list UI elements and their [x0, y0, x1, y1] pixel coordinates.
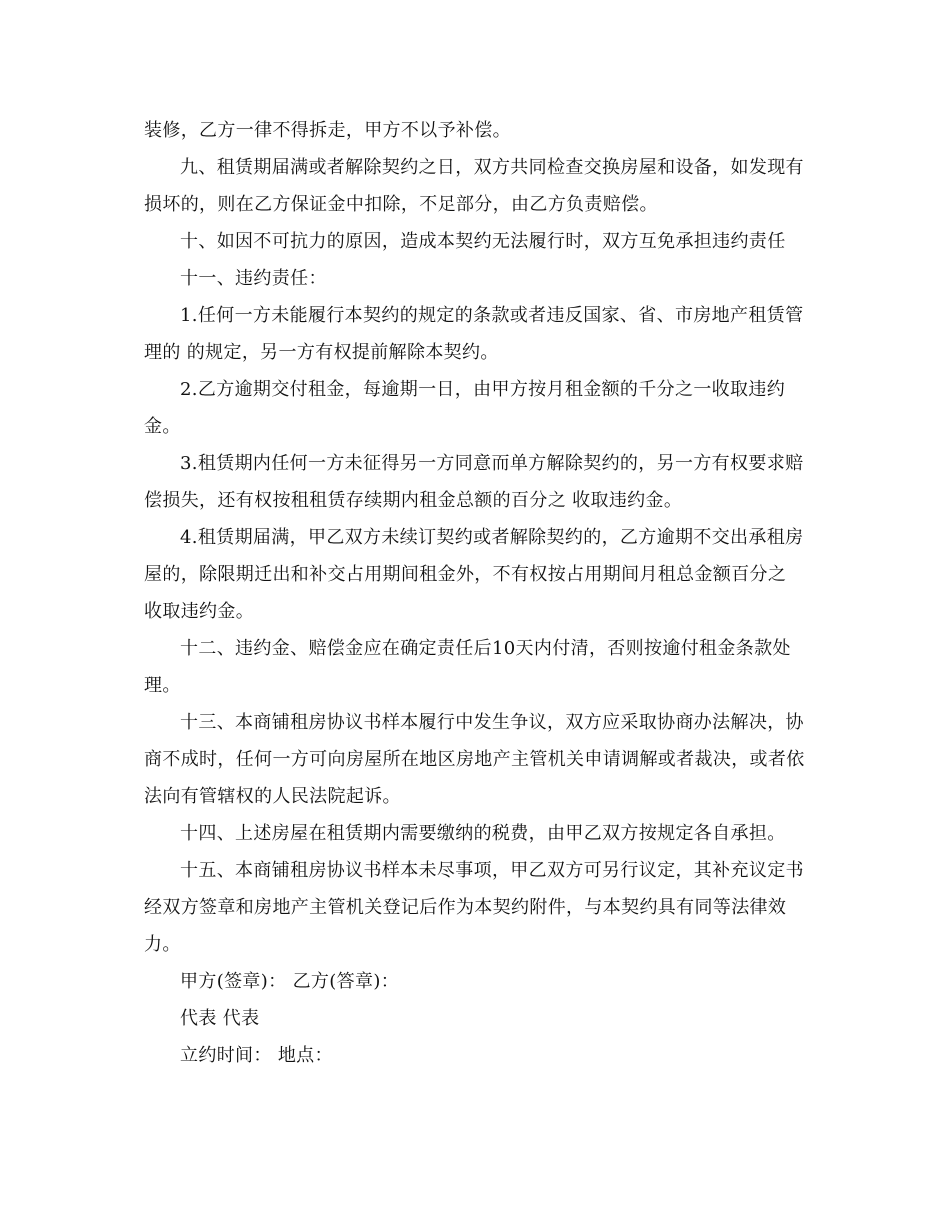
contract-body: [144, 112, 806, 1074]
paragraph-clause-11-item-1: 1.任何一方未能履行本契约的规定的条款或者违反国家、省、市房地产租赁管理的 的规定，另一方有权提前解除本契约。: [144, 305, 804, 363]
paragraph-clause-13: 十三、本商铺租房协议书样本履行中发生争议，双方应采取协商办法解决，协商不成时，任何一方可向房屋所在地区房地产主管机关申请调解或者裁决，或者依法向有管辖权的人民法院起诉。: [144, 712, 805, 807]
paragraph-clause-11-heading: 十一、违约责任：: [180, 268, 327, 289]
signature-representatives: 代表 代表: [180, 1008, 260, 1029]
paragraph-clause-14: 十四、上述房屋在租赁期内需要缴纳的税费，由甲乙双方按规定各自承担。: [180, 823, 786, 844]
paragraph-clause-11-item-3: 3.租赁期内任何一方未征得另一方同意而单方解除契约的，另一方有权要求赔偿损失，还有权按租租赁存续期内租金总额的百分之 收取违约金。: [144, 453, 804, 511]
paragraph-clause-9: 九、租赁期届满或者解除契约之日，双方共同检查交换房屋和设备，如发现有损坏的，则在乙方保证金中扣除，不足部分，由乙方负责赔偿。: [144, 157, 804, 215]
paragraph-clause-11-item-2: 2.乙方逾期交付租金，每逾期一日，由甲方按月租金额的千分之一收取违约金。: [144, 379, 786, 437]
signature-parties: 甲方(签章)： 乙方(答章)：: [180, 971, 400, 992]
paragraph-clause-10: 十、如因不可抗力的原因，造成本契约无法履行时，双方互免承担违约责任: [180, 231, 786, 252]
paragraph-clause-15: 十五、本商铺租房协议书样本未尽事项，甲乙双方可另行议定，其补充议定书经双方签章和房地产主管机关登记后作为本契约附件，与本契约具有同等法律效力。: [144, 860, 804, 955]
signature-date-place: 立约时间： 地点：: [180, 1045, 333, 1066]
paragraph-continuation: 装修，乙方一律不得拆走，甲方不以予补偿。: [144, 120, 511, 141]
paragraph-clause-12: 十二、违约金、赔偿金应在确定责任后10天内付清，否则按逾付租金条款处理。: [144, 638, 791, 696]
paragraph-clause-11-item-4: 4.租赁期届满，甲乙双方未续订契约或者解除契约的，乙方逾期不交出承租房屋的，除限期迁出和补交占用期间租金外，不有权按占用期间月租总金额百分之 收取违约金。: [144, 527, 804, 622]
